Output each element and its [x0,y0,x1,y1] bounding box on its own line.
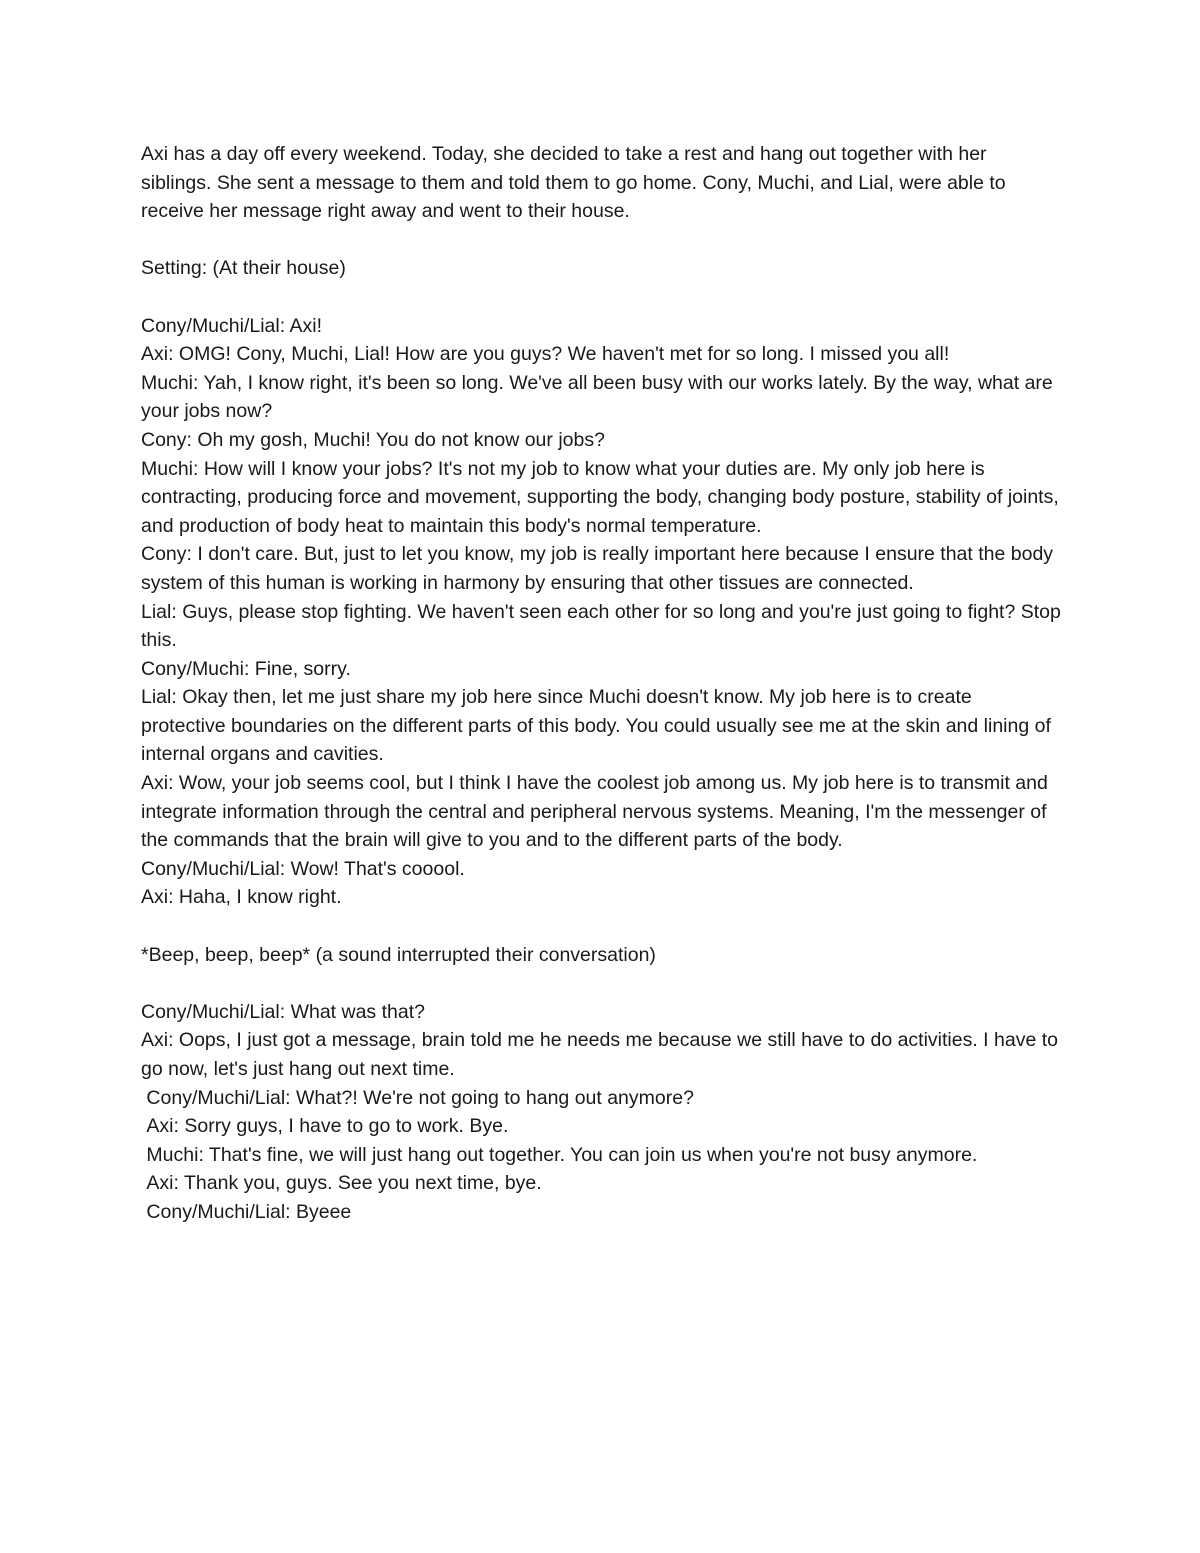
setting-line: Setting: (At their house) [141,257,346,280]
dialogue-line: Axi: Haha, I know right. [141,886,342,909]
dialogue-line: Cony/Muchi/Lial: Wow! That's cooool. [141,857,465,880]
paragraph-gap [141,912,1061,941]
dialogue-line: Lial: Okay then, let me just share my job here since Muchi doesn't know. My job here is to create protective boundaries on the different parts of this body. You could usually see me at the skin and lining of internal organs and cavities. [141,686,1057,766]
dialogue-line: Cony/Muchi/Lial: What was that? [141,1000,425,1023]
dialogue-line: Axi: Oops, I just got a message, brain told me he needs me because we still have to do activities. I have to go now, let's just hang out next time. [141,1029,1064,1080]
dialogue-line: Cony: Oh my gosh, Muchi! You do not know our jobs? [141,428,605,451]
dialogue-line: Axi: Thank you, guys. See you next time, bye. [141,1172,542,1195]
dialogue-line: Axi: OMG! Cony, Muchi, Lial! How are you guys? We haven't met for so long. I missed you all! [141,343,950,366]
dialogue-line: Axi: Sorry guys, I have to go to work. Bye. [141,1115,509,1138]
dialogue-line: Cony/Muchi/Lial: Axi! [141,314,322,337]
paragraph-gap [141,226,1061,255]
dialogue-line: Muchi: Yah, I know right, it's been so long. We've all been busy with our works lately. By the way, what are your jobs now? [141,371,1059,423]
document-body [141,140,1067,1227]
interruption-line: *Beep, beep, beep* (a sound interrupted their conversation) [141,943,656,966]
dialogue-line: Lial: Guys, please stop fighting. We haven't seen each other for so long and you're just going to fight? Stop this. [141,600,1067,652]
dialogue-line: Cony/Muchi/Lial: Byeee [141,1200,352,1223]
dialogue-line: Muchi: How will I know your jobs? It's not my job to know what your duties are. My only job here is contracting, producing force and movement, supporting the body, changing body posture, stability of joints, and production of body heat to maintain this body's normal temperature. [141,457,1065,537]
dialogue-line: Axi: Wow, your job seems cool, but I think I have the coolest job among us. My job here is to transmit and integrate information through the central and peripheral nervous systems. Meaning, I'm the messenger of the commands that the brain will give to you and to the different parts of the body. [141,772,1054,852]
paragraph-gap [141,969,1061,998]
dialogue-line: Cony/Muchi: Fine, sorry. [141,657,351,680]
dialogue-line: Cony/Muchi/Lial: What?! We're not going to hang out anymore? [141,1086,694,1109]
dialogue-line: Muchi: That's fine, we will just hang out together. You can join us when you're not busy anymore. [141,1143,978,1166]
intro-paragraph: Axi has a day off every weekend. Today, she decided to take a rest and hang out together with her siblings. She sent a message to them and told them to go home. Cony, Muchi, and Lial, were able to receive her message right away and went to their house. [141,143,1012,223]
dialogue-line: Cony: I don't care. But, just to let you know, my job is really important here because I ensure that the body system of this human is working in harmony by ensuring that other tissues are connected. [141,543,1059,594]
paragraph-gap [141,283,1061,312]
